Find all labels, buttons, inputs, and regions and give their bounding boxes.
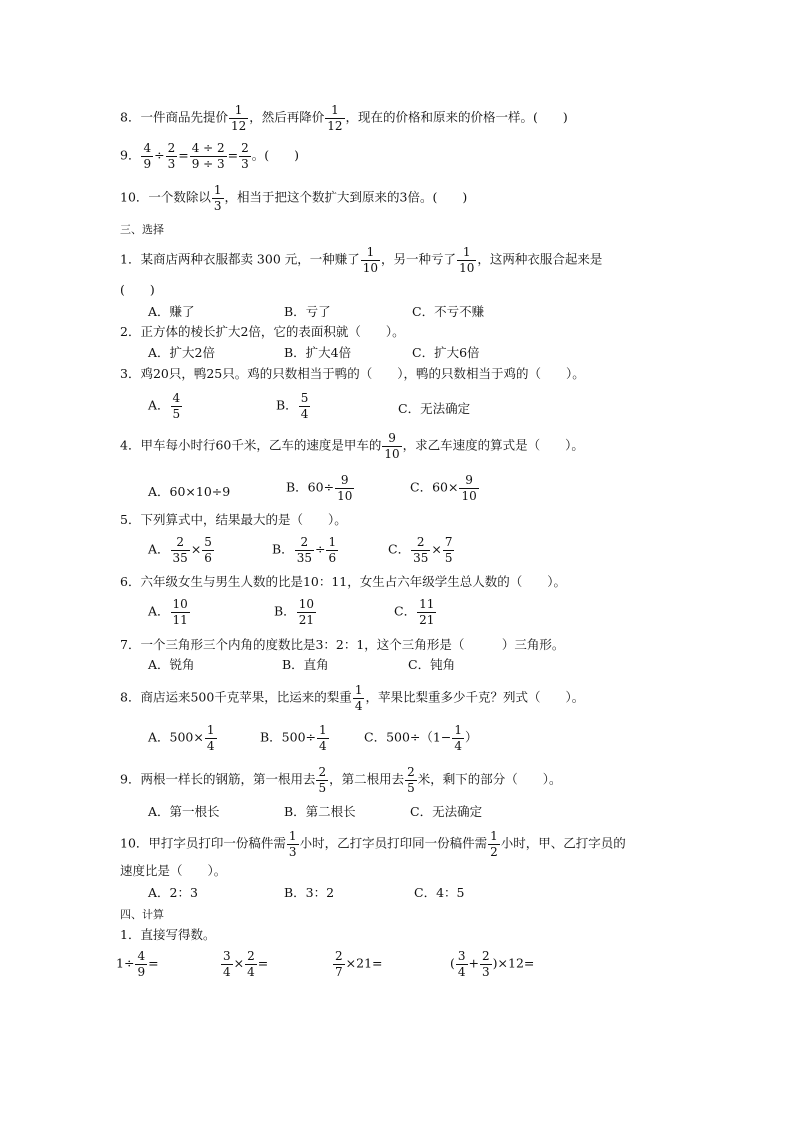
tf-question-8: 8．一件商品先提价 $\frac{1}{12}$ ，然后再降价 $\frac{1}{12}$ ，现在的价格和原来的价格一样。( ) [120, 103, 568, 133]
option-c[interactable]: C．500÷（1− $\frac{1}{4}$ ） [364, 723, 478, 753]
fraction: $\frac{1}{10}$ [362, 245, 379, 275]
calc-expression-4: ( $\frac{3}{4}$ + $\frac{2}{3}$ )×12= [450, 949, 535, 979]
fraction: $\frac{3}{4}$ [223, 949, 231, 979]
section-heading: 三、选择 [120, 223, 164, 236]
option-b[interactable]: B．第二根长 [284, 804, 356, 819]
fraction: $\frac{4}{5}$ [172, 391, 181, 421]
option-a[interactable]: A． $\frac{4}{5}$ [148, 391, 181, 421]
option-b[interactable]: B．3：2 [284, 885, 335, 900]
fraction: $\frac{4}{9}$ [137, 949, 146, 979]
option-c[interactable]: C． $\frac{2}{35}$ × $\frac{7}{5}$ [388, 535, 453, 565]
tf-question-9: 9． $\frac{4}{9}$ ÷ $\frac{2}{3}$ = $\frac{4 \div 2}{9 \div 3}$ = $\frac{2}{3}$ 。( ) [120, 141, 300, 171]
mc-question-5: 5．下列算式中，结果最大的是（ ）。 [120, 512, 347, 527]
option-a[interactable]: A．赚了 [148, 304, 195, 319]
mc-question-4: 4．甲车每小时行60千米，乙车的速度是甲车的 $\frac{9}{10}$ ，求乙车速度的算式是（ ）。 [120, 431, 584, 461]
fraction: $\frac{2}{35}$ [172, 535, 188, 565]
mc-question-10: 10．甲打字员打印一份稿件需 $\frac{1}{3}$ 小时，乙打字员打印同一份稿件需 $\frac{1}{2}$ 小时，甲、乙打字员的 [120, 829, 626, 859]
section-heading: 四、计算 [120, 908, 164, 921]
fraction: $\frac{10}{21}$ [298, 597, 314, 627]
mc-question-8: 8．商店运来500千克苹果，比运来的梨重 $\frac{1}{4}$ ，苹果比梨重多少千克？列式（ ）。 [120, 683, 585, 713]
fraction: $\frac{9}{10}$ [384, 431, 400, 461]
fraction: $\frac{9}{10}$ [337, 473, 353, 503]
option-a[interactable]: A．扩大2倍 [148, 345, 215, 360]
fraction: $\frac{1}{12}$ [230, 103, 247, 133]
option-a[interactable]: A．60×10÷9 [148, 484, 231, 499]
fraction: $\frac{2}{35}$ [296, 535, 312, 565]
option-b[interactable]: B．直角 [282, 657, 329, 672]
fraction: $\frac{11}{21}$ [419, 597, 435, 627]
mc-question-6: 6．六年级女生与男生人数的比是10：11，女生占六年级学生总人数的（ ）。 [120, 574, 567, 589]
fraction: $\frac{1}{2}$ [490, 829, 498, 859]
fraction: $\frac{5}{6}$ [204, 535, 212, 565]
option-c[interactable]: C．不亏不赚 [412, 304, 485, 319]
fraction: $\frac{10}{11}$ [172, 597, 188, 627]
option-c[interactable]: C．无法确定 [398, 401, 471, 416]
fraction: $\frac{1}{4}$ [319, 723, 327, 753]
fraction: $\frac{3}{4}$ [457, 949, 466, 979]
option-a[interactable]: A．锐角 [148, 657, 195, 672]
option-c[interactable]: C．60× $\frac{9}{10}$ [410, 473, 477, 503]
fraction: $\frac{2}{4}$ [247, 949, 255, 979]
option-b[interactable]: B．扩大4倍 [284, 345, 352, 360]
fraction: $\frac{2}{35}$ [413, 535, 429, 565]
fraction: $\frac{1}{4}$ [354, 683, 363, 713]
option-b[interactable]: B． $\frac{10}{21}$ [274, 597, 314, 627]
fraction: $\frac{2}{5}$ [407, 765, 415, 795]
fraction: $\frac{5}{4}$ [300, 391, 309, 421]
fraction: $\frac{4 \div 2}{9 \div 3}$ [191, 141, 225, 171]
option-c[interactable]: C．扩大6倍 [412, 345, 480, 360]
calc-expression-2: $\frac{3}{4}$ × $\frac{2}{4}$ = [223, 949, 269, 979]
fraction: $\frac{9}{10}$ [461, 473, 477, 503]
mc-question-9: 9．两根一样长的钢筋，第一根用去 $\frac{2}{5}$ ，第二根用去 $\frac{2}{5}$ 米，剩下的部分（ ）。 [120, 765, 562, 795]
fraction: $\frac{1}{3}$ [288, 829, 297, 859]
tf-question-10: 10．一个数除以 $\frac{1}{3}$ ，相当于把这个数扩大到原来的3倍。( ) [120, 183, 468, 213]
mc-question-3: 3．鸡20只，鸭25只。鸡的只数相当于鸭的（ ），鸭的只数相当于鸡的（ ）。 [120, 366, 585, 381]
fraction: $\frac{1}{6}$ [328, 535, 337, 565]
fraction: $\frac{2}{3}$ [241, 141, 249, 171]
fraction: $\frac{1}{10}$ [459, 245, 475, 275]
mc-question-1-paren: ( ) [120, 282, 155, 297]
fraction: $\frac{1}{12}$ [327, 103, 343, 133]
calc-title: 1．直接写得数。 [120, 927, 216, 942]
option-c[interactable]: C．钝角 [408, 657, 456, 672]
mc-question-2: 2．正方体的棱长扩大2倍，它的表面积就（ ）。 [120, 324, 405, 339]
option-b[interactable]: B．500÷ $\frac{1}{4}$ [260, 723, 327, 753]
mc-question-7: 7．一个三角形三个内角的度数比是3：2：1，这个三角形是（ ）三角形。 [120, 637, 565, 652]
fraction: $\frac{7}{5}$ [444, 535, 453, 565]
fraction: $\frac{2}{5}$ [318, 765, 327, 795]
fraction: $\frac{2}{3}$ [167, 141, 176, 171]
calc-expression-1: 1÷ $\frac{4}{9}$ = [116, 949, 159, 979]
fraction: $\frac{4}{9}$ [143, 141, 152, 171]
option-b[interactable]: B． $\frac{5}{4}$ [276, 391, 309, 421]
fraction: $\frac{2}{7}$ [335, 949, 343, 979]
option-a[interactable]: A． $\frac{10}{11}$ [148, 597, 188, 627]
mc-question-10-line2: 速度比是（ ）。 [120, 863, 227, 878]
calc-expression-3: $\frac{2}{7}$ ×21= [335, 949, 383, 979]
option-c[interactable]: C．无法确定 [410, 804, 483, 819]
fraction: $\frac{1}{4}$ [454, 723, 462, 753]
option-a[interactable]: A．第一根长 [148, 804, 220, 819]
fraction: $\frac{1}{3}$ [213, 183, 222, 213]
option-a[interactable]: A．500× $\frac{1}{4}$ [148, 723, 215, 753]
fraction: $\frac{1}{4}$ [206, 723, 215, 753]
mc-question-1: 1．某商店两种衣服都卖 300 元，一种赚了 $\frac{1}{10}$ ，另一种亏了 $\frac{1}{10}$ ，这两种衣服合起来是 [120, 245, 603, 275]
option-b[interactable]: B．亏了 [284, 304, 331, 319]
option-c[interactable]: C． $\frac{11}{21}$ [394, 597, 435, 627]
option-c[interactable]: C．4：5 [414, 885, 465, 900]
option-a[interactable]: A． $\frac{2}{35}$ × $\frac{5}{6}$ [148, 535, 212, 565]
option-a[interactable]: A．2：3 [148, 885, 198, 900]
option-b[interactable]: B． $\frac{2}{35}$ ÷ $\frac{1}{6}$ [272, 535, 337, 565]
option-b[interactable]: B．60÷ $\frac{9}{10}$ [286, 473, 353, 503]
fraction: $\frac{2}{3}$ [482, 949, 490, 979]
